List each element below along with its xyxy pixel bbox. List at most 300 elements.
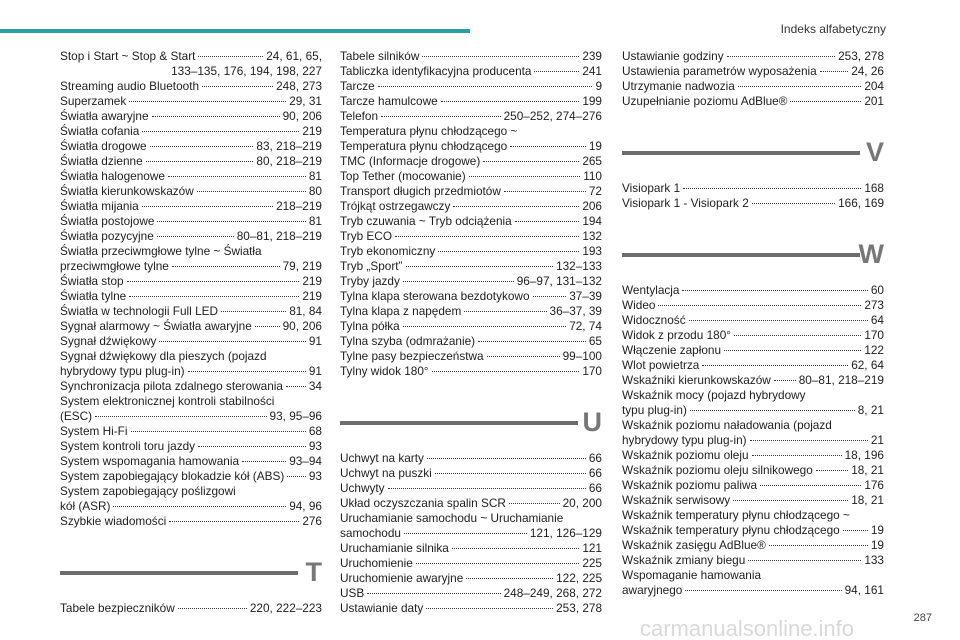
index-term: Światła halogenowe — [60, 169, 165, 183]
index-entry — [60, 169, 322, 184]
index-page-refs: 204 — [864, 79, 884, 93]
index-column-3 — [622, 49, 884, 598]
index-term: Światła stop — [60, 274, 124, 288]
index-entry — [60, 259, 322, 274]
index-page-refs: 193 — [582, 244, 602, 258]
index-entry — [340, 259, 602, 274]
index-entry — [60, 109, 322, 124]
index-term: Tryby jazdy — [340, 274, 400, 288]
index-entry — [60, 379, 322, 394]
dot-leader — [198, 446, 306, 447]
index-page-refs: 166, 169 — [838, 196, 884, 210]
index-term: Światła tylne — [60, 289, 127, 303]
index-term: Superzamek — [60, 94, 127, 108]
dot-leader — [255, 326, 280, 327]
dot-leader — [738, 86, 862, 87]
dot-leader — [534, 71, 579, 72]
dot-leader — [146, 161, 254, 162]
index-page-refs: 170 — [864, 328, 884, 342]
index-page-refs: 248, 273 — [276, 79, 322, 93]
index-term: Tylne pasy bezpieczeństwa — [340, 349, 484, 363]
index-page-refs: 72, 74 — [569, 319, 602, 333]
index-page-refs: 29, 31 — [289, 94, 322, 108]
index-page-refs: 218–219 — [276, 199, 322, 213]
index-page-refs: 66 — [588, 466, 602, 480]
section-gap — [60, 529, 322, 549]
index-entry — [340, 556, 602, 571]
index-entry-text: System elektronicznej kontroli stabilności — [60, 394, 275, 408]
index-page-refs: 239 — [582, 49, 602, 63]
dot-leader — [685, 590, 841, 591]
page-title: Indeks alfabetyczny — [780, 22, 886, 36]
index-page-refs: 19 — [870, 523, 884, 537]
index-term: Stop i Start ~ Stop & Start — [60, 49, 196, 63]
dot-leader — [724, 350, 861, 351]
index-term: Tylna półka — [340, 319, 400, 333]
index-entry — [340, 139, 602, 154]
index-term: Synchronizacja pilota zdalnego sterowania — [60, 379, 283, 393]
index-term: hybrydowy typu plug-in) — [622, 433, 747, 447]
index-entry — [60, 304, 322, 319]
index-entry — [340, 541, 602, 556]
section-gap — [340, 379, 602, 399]
index-entry — [622, 403, 884, 418]
index-term: Uruchamianie silnika — [340, 541, 449, 555]
index-page-refs: 80–81, 218–219 — [236, 229, 322, 243]
index-entry — [60, 601, 322, 616]
header-accent-bar — [0, 29, 470, 33]
index-entry-text: System zapobiegający poślizgowi — [60, 484, 236, 498]
index-page-refs: 199 — [582, 94, 602, 108]
dot-leader — [129, 296, 299, 297]
index-term: Wskaźnik temperatury płynu chłodzącego — [622, 523, 840, 537]
index-entry — [340, 586, 602, 601]
dot-leader — [416, 563, 580, 564]
dot-leader — [242, 461, 286, 462]
index-term: Wskaźnik poziomu oleju silnikowego — [622, 463, 813, 477]
index-entry — [622, 493, 884, 508]
index-page-refs: 68 — [308, 424, 322, 438]
index-term: Układ oczyszczania spalin SCR — [340, 496, 506, 510]
index-page-refs: 94, 96 — [289, 499, 322, 513]
dot-leader — [504, 191, 586, 192]
dot-leader — [752, 203, 835, 204]
dot-leader — [198, 56, 263, 57]
index-term: Streaming audio Bluetooth — [60, 79, 200, 93]
index-page-refs: 18, 21 — [851, 463, 884, 477]
index-entry — [60, 274, 322, 289]
index-page-refs: 90, 206 — [282, 319, 322, 333]
dot-leader — [769, 545, 868, 546]
index-term: Wlot powietrza — [622, 358, 700, 372]
index-term: Visiopark 1 — [622, 181, 681, 195]
index-page-refs: 248–249, 268, 272 — [503, 586, 602, 600]
index-term: typu plug-in) — [622, 403, 687, 417]
index-entry — [340, 451, 602, 466]
index-page-refs: 133 — [864, 553, 884, 567]
index-page-refs: 194 — [582, 214, 602, 228]
index-page-refs: 80–81, 218–219 — [798, 373, 884, 387]
index-page-refs: 122, 225 — [556, 571, 602, 585]
index-page-refs: 219 — [302, 124, 322, 138]
section-header — [622, 129, 884, 181]
dot-leader — [129, 101, 286, 102]
index-entry — [60, 364, 322, 379]
index-term: Światła w technologii Full LED — [60, 304, 219, 318]
index-term: Światła awaryjne — [60, 109, 149, 123]
index-entry-text: Światła przeciwmgłowe tylne ~ Światła — [60, 244, 262, 258]
dot-leader — [152, 116, 280, 117]
index-page-refs: 8, 21 — [857, 403, 884, 417]
dot-leader — [752, 455, 842, 456]
dot-leader — [690, 410, 855, 411]
index-page-refs: 62, 64 — [851, 358, 884, 372]
dot-leader — [760, 485, 861, 486]
index-entry — [622, 94, 884, 109]
index-column-2 — [340, 49, 602, 616]
index-page-refs: 81 — [308, 169, 322, 183]
index-entry — [340, 229, 602, 244]
index-page-refs: 18, 196 — [844, 448, 884, 462]
index-entry — [60, 49, 322, 64]
index-page-refs: 24, 61, 65, — [266, 49, 322, 63]
index-page-refs: 93 — [308, 439, 322, 453]
index-page-refs: 80, 218–219 — [256, 154, 322, 168]
dot-leader — [702, 365, 848, 366]
index-term: Tryb ECO — [340, 229, 392, 243]
index-term: Wskaźnik zasięgu AdBlue® — [622, 538, 766, 552]
index-entry — [622, 583, 884, 598]
index-term: Tabele bezpieczników — [60, 601, 175, 615]
dot-leader — [403, 326, 567, 327]
dot-leader — [197, 191, 306, 192]
index-entry — [60, 319, 322, 334]
index-entry — [622, 553, 884, 568]
index-entry-text: Temperatura płynu chłodzącego ~ — [340, 124, 518, 138]
index-term: Szybkie wiadomości — [60, 514, 167, 528]
section-letter: V — [865, 137, 884, 167]
index-page-refs: 265 — [582, 154, 602, 168]
index-entry — [60, 289, 322, 304]
index-term: Trójkąt ostrzegawczy — [340, 199, 451, 213]
index-term: System kontroli toru jazdy — [60, 439, 196, 453]
dot-leader — [478, 341, 586, 342]
index-term: samochodu — [340, 526, 401, 540]
index-term: Tylna szyba (odmrażanie) — [340, 334, 476, 348]
index-page-refs: 66 — [588, 451, 602, 465]
index-term: Temperatura płynu chłodzącego — [340, 139, 508, 153]
index-page-refs: 21 — [870, 433, 884, 447]
dot-leader — [388, 488, 586, 489]
dot-leader — [367, 593, 500, 594]
index-term: Widok z przodu 180° — [622, 328, 731, 342]
index-page-refs: 250–252, 274–276 — [503, 109, 602, 123]
index-entry — [622, 538, 884, 553]
index-term: awaryjnego — [622, 583, 683, 597]
index-entry — [340, 154, 602, 169]
index-entry — [622, 523, 884, 538]
index-page-refs: 72 — [588, 184, 602, 198]
index-term: Tylny widok 180° — [340, 364, 429, 378]
section-divider-bar — [622, 151, 860, 155]
index-entry — [340, 79, 602, 94]
dot-leader — [509, 503, 560, 504]
page-number: 287 — [913, 612, 932, 624]
index-page-refs: 66 — [588, 481, 602, 495]
dot-leader — [178, 608, 247, 609]
index-entry — [340, 49, 602, 64]
index-entry-continuation: 133–135, 176, 194, 198, 227 — [171, 64, 322, 78]
index-term: Wskaźnik poziomu oleju — [622, 448, 749, 462]
index-entry — [622, 373, 884, 388]
index-page-refs: 83, 218–219 — [256, 139, 322, 153]
index-term: Światła kierunkowskazów — [60, 184, 194, 198]
index-term: Tryb ekonomiczny — [340, 244, 436, 258]
section-header — [622, 231, 884, 283]
dot-leader — [453, 206, 579, 207]
index-entry — [340, 109, 602, 124]
dot-leader — [403, 281, 514, 282]
index-entry — [622, 181, 884, 196]
dot-leader — [510, 146, 586, 147]
dot-leader — [188, 371, 306, 372]
dot-leader — [131, 431, 306, 432]
dot-leader — [515, 221, 580, 222]
index-term: Tryb czuwania ~ Tryb odciążenia — [340, 214, 512, 228]
index-entry-text: Wskaźnik mocy (pojazd hybrydowy — [622, 388, 806, 402]
index-page-refs: 60 — [870, 283, 884, 297]
index-page-refs: 81, 84 — [289, 304, 322, 318]
section-divider-bar — [60, 571, 298, 575]
dot-leader — [286, 386, 306, 387]
watermark: carmanualsonline.info — [640, 616, 855, 640]
index-page-refs: 132 — [582, 229, 602, 243]
dot-leader — [426, 608, 553, 609]
index-page-refs: 219 — [302, 274, 322, 288]
dot-leader — [683, 188, 861, 189]
index-page-refs: 273 — [864, 298, 884, 312]
index-entry-text: Uruchamianie samochodu ~ Uruchamianie — [340, 511, 564, 525]
index-entry — [622, 79, 884, 94]
index-entry — [60, 94, 322, 109]
index-term: Wskaźnik zmiany biegu — [622, 553, 746, 567]
section-letter: T — [305, 557, 322, 587]
index-page-refs: 253, 278 — [556, 601, 602, 615]
index-page-refs: 79, 219 — [282, 259, 322, 273]
index-term: Uchwyt na karty — [340, 451, 424, 465]
index-entry — [60, 439, 322, 454]
index-page-refs: 121 — [582, 541, 602, 555]
index-entry — [622, 358, 884, 373]
dot-leader — [452, 548, 579, 549]
index-page-refs: 225 — [582, 556, 602, 570]
dot-leader — [464, 311, 546, 312]
dot-leader — [95, 416, 266, 417]
dot-leader — [816, 470, 848, 471]
dot-leader — [422, 56, 579, 57]
dot-leader — [395, 236, 579, 237]
index-page-refs: 65 — [588, 334, 602, 348]
index-entry — [340, 169, 602, 184]
index-entry — [340, 64, 602, 79]
dot-leader — [790, 101, 861, 102]
index-entry — [60, 184, 322, 199]
dot-leader — [438, 251, 579, 252]
index-entry — [340, 94, 602, 109]
index-entry — [622, 196, 884, 211]
index-entry — [622, 433, 884, 448]
index-page-refs: 36–37, 39 — [549, 304, 602, 318]
dot-leader — [734, 335, 861, 336]
index-page-refs: 81 — [308, 214, 322, 228]
index-page-refs: 91 — [308, 364, 322, 378]
index-entry — [60, 499, 322, 514]
index-page-refs: 90, 206 — [282, 109, 322, 123]
dot-leader — [113, 506, 286, 507]
section-letter: U — [582, 407, 602, 437]
index-entry — [60, 409, 322, 424]
dot-leader — [820, 71, 848, 72]
index-entry-text: Wskaźnik temperatury płynu chłodzącego ~ — [622, 508, 850, 522]
dot-leader — [127, 281, 300, 282]
index-page-refs: 93–94 — [289, 454, 322, 468]
index-entry — [340, 184, 602, 199]
index-page-refs: 20, 200 — [562, 496, 602, 510]
index-term: Sygnał alarmowy ~ Światła awaryjne — [60, 319, 252, 333]
index-page-refs: 99–100 — [562, 349, 602, 363]
index-page-refs: 219 — [302, 289, 322, 303]
index-term: Światła drogowe — [60, 139, 147, 153]
index-page-refs: 37–39 — [569, 289, 602, 303]
index-page-refs: 19 — [870, 538, 884, 552]
dot-leader — [427, 458, 586, 459]
index-entry — [60, 334, 322, 349]
index-page-refs: 132–133 — [556, 259, 602, 273]
dot-leader — [750, 440, 868, 441]
index-term: Wskaźniki kierunkowskazów — [622, 373, 771, 387]
index-entry — [60, 424, 322, 439]
dot-leader — [435, 473, 586, 474]
dot-leader — [727, 56, 835, 57]
index-entry — [622, 448, 884, 463]
index-entry — [622, 64, 884, 79]
index-entry — [60, 124, 322, 139]
index-page-refs: 80 — [308, 184, 322, 198]
index-entry — [60, 199, 322, 214]
index-entry — [622, 298, 884, 313]
index-entry — [622, 49, 884, 64]
section-gap — [622, 109, 884, 129]
index-entry — [622, 343, 884, 358]
index-term: Wskaźnik poziomu paliwa — [622, 478, 758, 492]
index-entry — [340, 481, 602, 496]
index-entry — [340, 199, 602, 214]
index-entry — [622, 478, 884, 493]
index-term: Transport długich przedmiotów — [340, 184, 501, 198]
index-term: Sygnał dźwiękowy — [60, 334, 157, 348]
dot-leader — [150, 146, 254, 147]
index-term: TMC (Informacje drogowe) — [340, 154, 481, 168]
index-entry — [60, 214, 322, 229]
index-entry — [622, 328, 884, 343]
index-term: Uruchomienie — [340, 556, 413, 570]
index-term: Ustawienia parametrów wyposażenia — [622, 64, 817, 78]
index-page-refs: 94, 161 — [844, 583, 884, 597]
index-term: Tabliczka identyfikacyjna producenta — [340, 64, 532, 78]
index-entry — [340, 496, 602, 511]
dot-leader — [682, 290, 867, 291]
index-page-refs: 110 — [583, 169, 602, 183]
dot-leader — [469, 176, 581, 177]
section-header — [340, 399, 602, 451]
index-entry — [60, 139, 322, 154]
dot-leader — [533, 296, 567, 297]
index-page-refs: 122 — [864, 343, 884, 357]
dot-leader — [202, 86, 273, 87]
index-page-refs: 19 — [588, 139, 602, 153]
index-entry — [60, 469, 322, 484]
dot-leader — [406, 266, 554, 267]
index-term: (ESC) — [60, 409, 93, 423]
index-entry — [340, 304, 602, 319]
index-term: Ustawianie godziny — [622, 49, 724, 63]
index-term: Uruchomienie awaryjne — [340, 571, 464, 585]
section-gap — [622, 211, 884, 231]
section-divider-bar — [622, 253, 860, 257]
index-page-refs: 64 — [870, 313, 884, 327]
index-term: Światła postojowe — [60, 214, 155, 228]
dot-leader — [466, 578, 553, 579]
index-term: Top Tether (mocowanie) — [340, 169, 466, 183]
index-term: System zapobiegający blokadzie kół (ABS) — [60, 469, 285, 483]
index-term: hybrydowy typu plug-in) — [60, 364, 185, 378]
index-page-refs: 168 — [864, 181, 884, 195]
index-entry — [340, 244, 602, 259]
index-entry-text: Wspomaganie hamowania — [622, 568, 762, 582]
section-letter: W — [858, 239, 884, 269]
dot-leader — [381, 116, 501, 117]
index-term: USB — [340, 586, 365, 600]
dot-leader — [287, 476, 306, 477]
index-page-refs: 96–97, 131–132 — [516, 274, 602, 288]
index-entry — [340, 601, 602, 616]
dot-leader — [432, 371, 580, 372]
dot-leader — [142, 131, 299, 132]
dot-leader — [169, 521, 299, 522]
index-entry — [60, 514, 322, 529]
index-term: Tarcze — [340, 79, 375, 93]
dot-leader — [689, 320, 868, 321]
index-page-refs: 170 — [582, 364, 602, 378]
index-entry — [340, 364, 602, 379]
index-entry — [60, 229, 322, 244]
index-term: Światła pozycyjne — [60, 229, 154, 243]
index-term: Uchwyty — [340, 481, 385, 495]
dot-leader — [483, 161, 579, 162]
index-term: Widoczność — [622, 313, 686, 327]
dot-leader — [487, 356, 560, 357]
index-term: Tabele silników — [340, 49, 420, 63]
index-entry-text: Sygnał dźwiękowy dla pieszych (pojazd — [60, 349, 267, 363]
index-page-refs: 253, 278 — [838, 49, 884, 63]
dot-leader — [157, 221, 305, 222]
index-entry — [60, 79, 322, 94]
index-entry — [340, 274, 602, 289]
index-term: System Hi-Fi — [60, 424, 128, 438]
index-entry — [340, 334, 602, 349]
index-page-refs: 24, 26 — [851, 64, 884, 78]
dot-leader — [378, 86, 593, 87]
